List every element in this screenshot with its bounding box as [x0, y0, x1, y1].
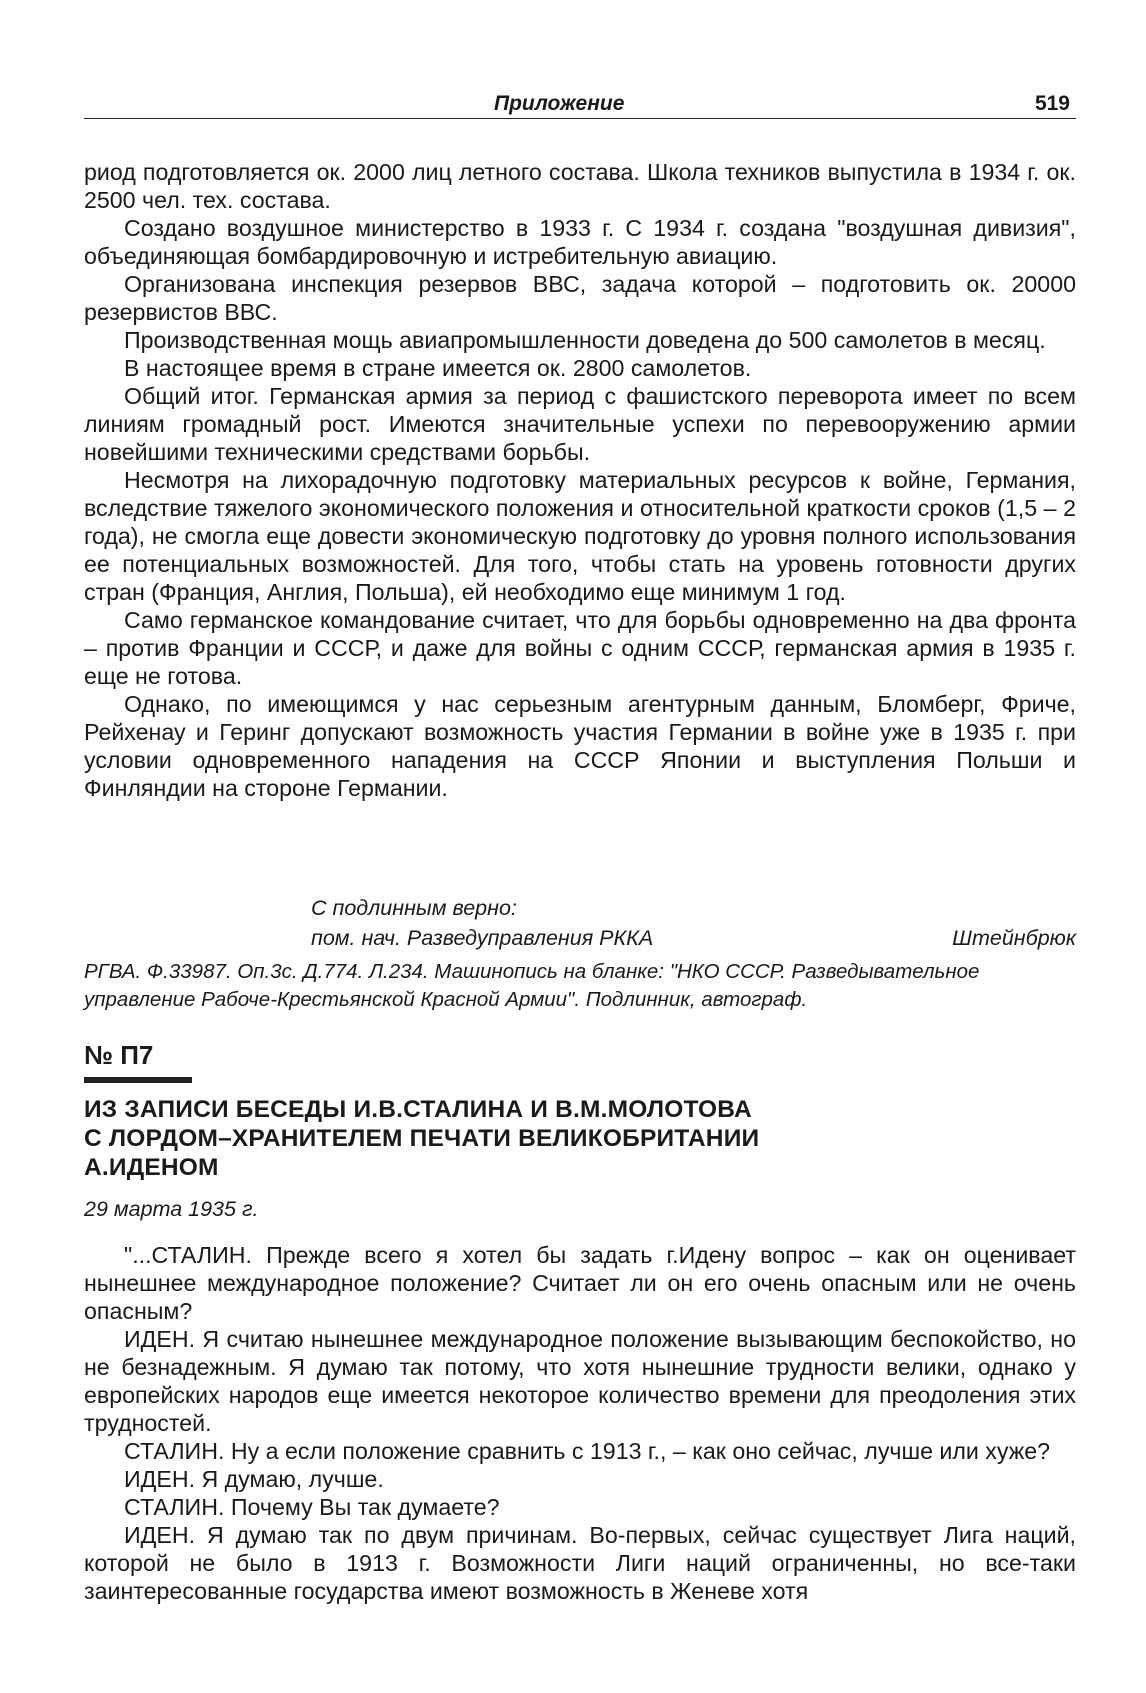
paragraph: В настоящее время в стране имеется ок. 2800 самолетов. — [124, 355, 752, 381]
paragraph: Общий итог. Германская армия за период с фашистского переворота имеет по всем линиям громадный рост. Имеются значительные успехи по перевооружению армии новейшими техническими средствами борьбы. — [84, 383, 1076, 465]
report-body — [84, 158, 1076, 802]
document-title-line: ИЗ ЗАПИСИ БЕСЕДЫ И.В.СТАЛИНА И В.М.МОЛОТОВА — [84, 1096, 752, 1123]
paragraph: СТАЛИН. Почему Вы так думаете? — [124, 1494, 500, 1520]
paragraph: ИДЕН. Я думаю так по двум причинам. Во-первых, сейчас существует Лига наций, которой не было в 1913 г. Возможности Лиги наций ограниченны, но все-таки заинтересованные государства имеют возможность в Женеве хотя — [84, 1522, 1076, 1604]
paragraph: Однако, по имеющимся у нас серьезным агентурным данным, Бломберг, Фриче, Рейхенау и Геринг допускают возможность участия Германии в войне уже в 1935 г. при условии одновременного нападения на СССР Японии и выступления Польши и Финляндии на стороне Германии. — [84, 691, 1076, 801]
archive-source-note: РГВА. Ф.33987. Оп.3с. Д.774. Л.234. Машинопись на бланке: "НКО СССР. Разведывательное управление Рабоче-Крестьянской Красной Армии". Подлинник, автограф. — [84, 960, 980, 1011]
paragraph: ИДЕН. Я считаю нынешнее международное положение вызывающим беспокойство, но не безнадежным. Я думаю так потому, что хотя нынешние трудности велики, однако у европейских народов еще имеется некоторое количество времени для преодоления этих трудностей. — [84, 1326, 1076, 1436]
paragraph: Создано воздушное министерство в 1933 г. С 1934 г. создана "воздушная дивизия", объединяющая бомбардировочную и истребительную авиацию. — [84, 215, 1076, 269]
document-date: 29 марта 1935 г. — [84, 1197, 259, 1221]
page-number: 519 — [1034, 92, 1070, 115]
running-header — [84, 88, 1076, 119]
document-title — [84, 1095, 1076, 1182]
paragraph: риод подготовляется ок. 2000 лиц летного состава. Школа техников выпустила в 1934 г. ок. 2500 чел. тех. состава. — [84, 159, 1076, 213]
running-title: Приложение — [494, 92, 625, 115]
conversation-body — [84, 1241, 1076, 1605]
document-title-line: С ЛОРДОМ–ХРАНИТЕЛЕМ ПЕЧАТИ ВЕЛИКОБРИТАНИИ — [84, 1125, 760, 1152]
paragraph: Несмотря на лихорадочную подготовку материальных ресурсов к войне, Германия, вследствие тяжелого экономического положения и относительной краткости сроков (1,5 – 2 года), не смогла еще довести экономическую подготовку до уровня полного использования ее потенциальных возможностей. Для того, чтобы стать на уровень готовности других стран (Франция, Англия, Польша), ей необходимо еще минимум 1 год. — [84, 467, 1076, 605]
certification-position: пом. нач. Разведуправления РККА — [311, 926, 654, 950]
paragraph: ИДЕН. Я думаю, лучше. — [124, 1466, 384, 1492]
paragraph: "...СТАЛИН. Прежде всего я хотел бы задать г.Идену вопрос – как он оценивает нынешнее международное положение? Считает ли он его очень опасным или не очень опасным? — [84, 1242, 1076, 1324]
certification-line: С подлинным верно: — [311, 896, 517, 920]
document-number-underline — [84, 1077, 192, 1083]
document-number: № П7 — [84, 1040, 154, 1070]
paragraph: Организована инспекция резервов ВВС, задача которой – подготовить ок. 20000 резервистов ВВС. — [84, 271, 1076, 325]
paragraph: СТАЛИН. Ну а если положение сравнить с 1913 г., – как оно сейчас, лучше или хуже? — [124, 1438, 1051, 1464]
paragraph: Производственная мощь авиапромышленности доведена до 500 самолетов в месяц. — [124, 327, 1046, 353]
signer-name: Штейнбрюк — [952, 926, 1076, 950]
document-title-line: А.ИДЕНОМ — [84, 1154, 219, 1181]
paragraph: Само германское командование считает, что для борьбы одновременно на два фронта – против Франции и СССР, и даже для войны с одним СССР, германская армия в 1935 г. еще не готова. — [84, 607, 1076, 689]
certification-block — [311, 893, 1076, 953]
